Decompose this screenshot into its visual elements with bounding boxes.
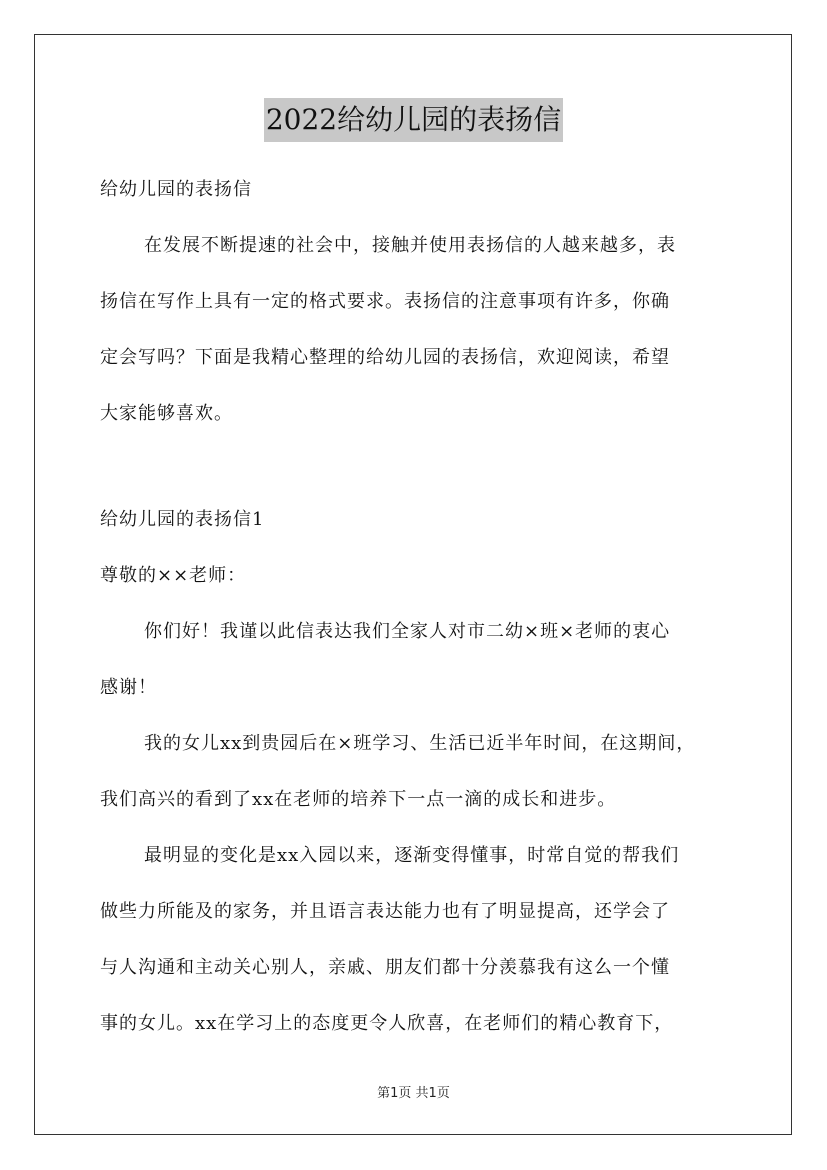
subtitle: 给幼儿园的表扬信: [100, 179, 252, 200]
para2-line-2: 我们高兴的看到了xx在老师的培养下一点一滴的成长和进步。: [100, 789, 617, 810]
section-gap: [100, 442, 730, 492]
intro-line-4: 大家能够喜欢。: [100, 403, 233, 424]
intro-line-3: 定会写吗？下面是我精心整理的给幼儿园的表扬信，欢迎阅读，希望: [100, 347, 670, 368]
section-heading: 给幼儿园的表扬信1: [100, 509, 265, 530]
document-body: [100, 162, 730, 1052]
page-footer: 第1页 共1页: [377, 1086, 450, 1101]
para2-line-1: 我的女儿xx到贵园后在×班学习、生活已近半年时间，在这期间，: [144, 733, 696, 754]
para3-line-4: 事的女儿。xx在学习上的态度更令人欣喜，在老师们的精心教育下，: [100, 1013, 674, 1034]
para1-line-1: 你们好！我谨以此信表达我们全家人对市二幼×班×老师的衷心: [144, 621, 671, 642]
para3-line-1: 最明显的变化是xx入园以来，逐渐变得懂事，时常自觉的帮我们: [144, 845, 680, 866]
para3-line-3: 与人沟通和主动关心别人，亲戚、朋友们都十分羡慕我有这么一个懂: [100, 957, 670, 978]
intro-line-2: 扬信在写作上具有一定的格式要求。表扬信的注意事项有许多，你确: [100, 291, 670, 312]
salutation: 尊敬的××老师：: [100, 565, 247, 586]
document-title: 2022给幼儿园的表扬信: [264, 98, 563, 142]
intro-line-1: 在发展不断提速的社会中，接触并使用表扬信的人越来越多，表: [144, 235, 676, 256]
para1-line-2: 感谢！: [100, 677, 157, 698]
title-container: [0, 98, 827, 142]
para3-line-2: 做些力所能及的家务，并且语言表达能力也有了明显提高，还学会了: [100, 901, 670, 922]
